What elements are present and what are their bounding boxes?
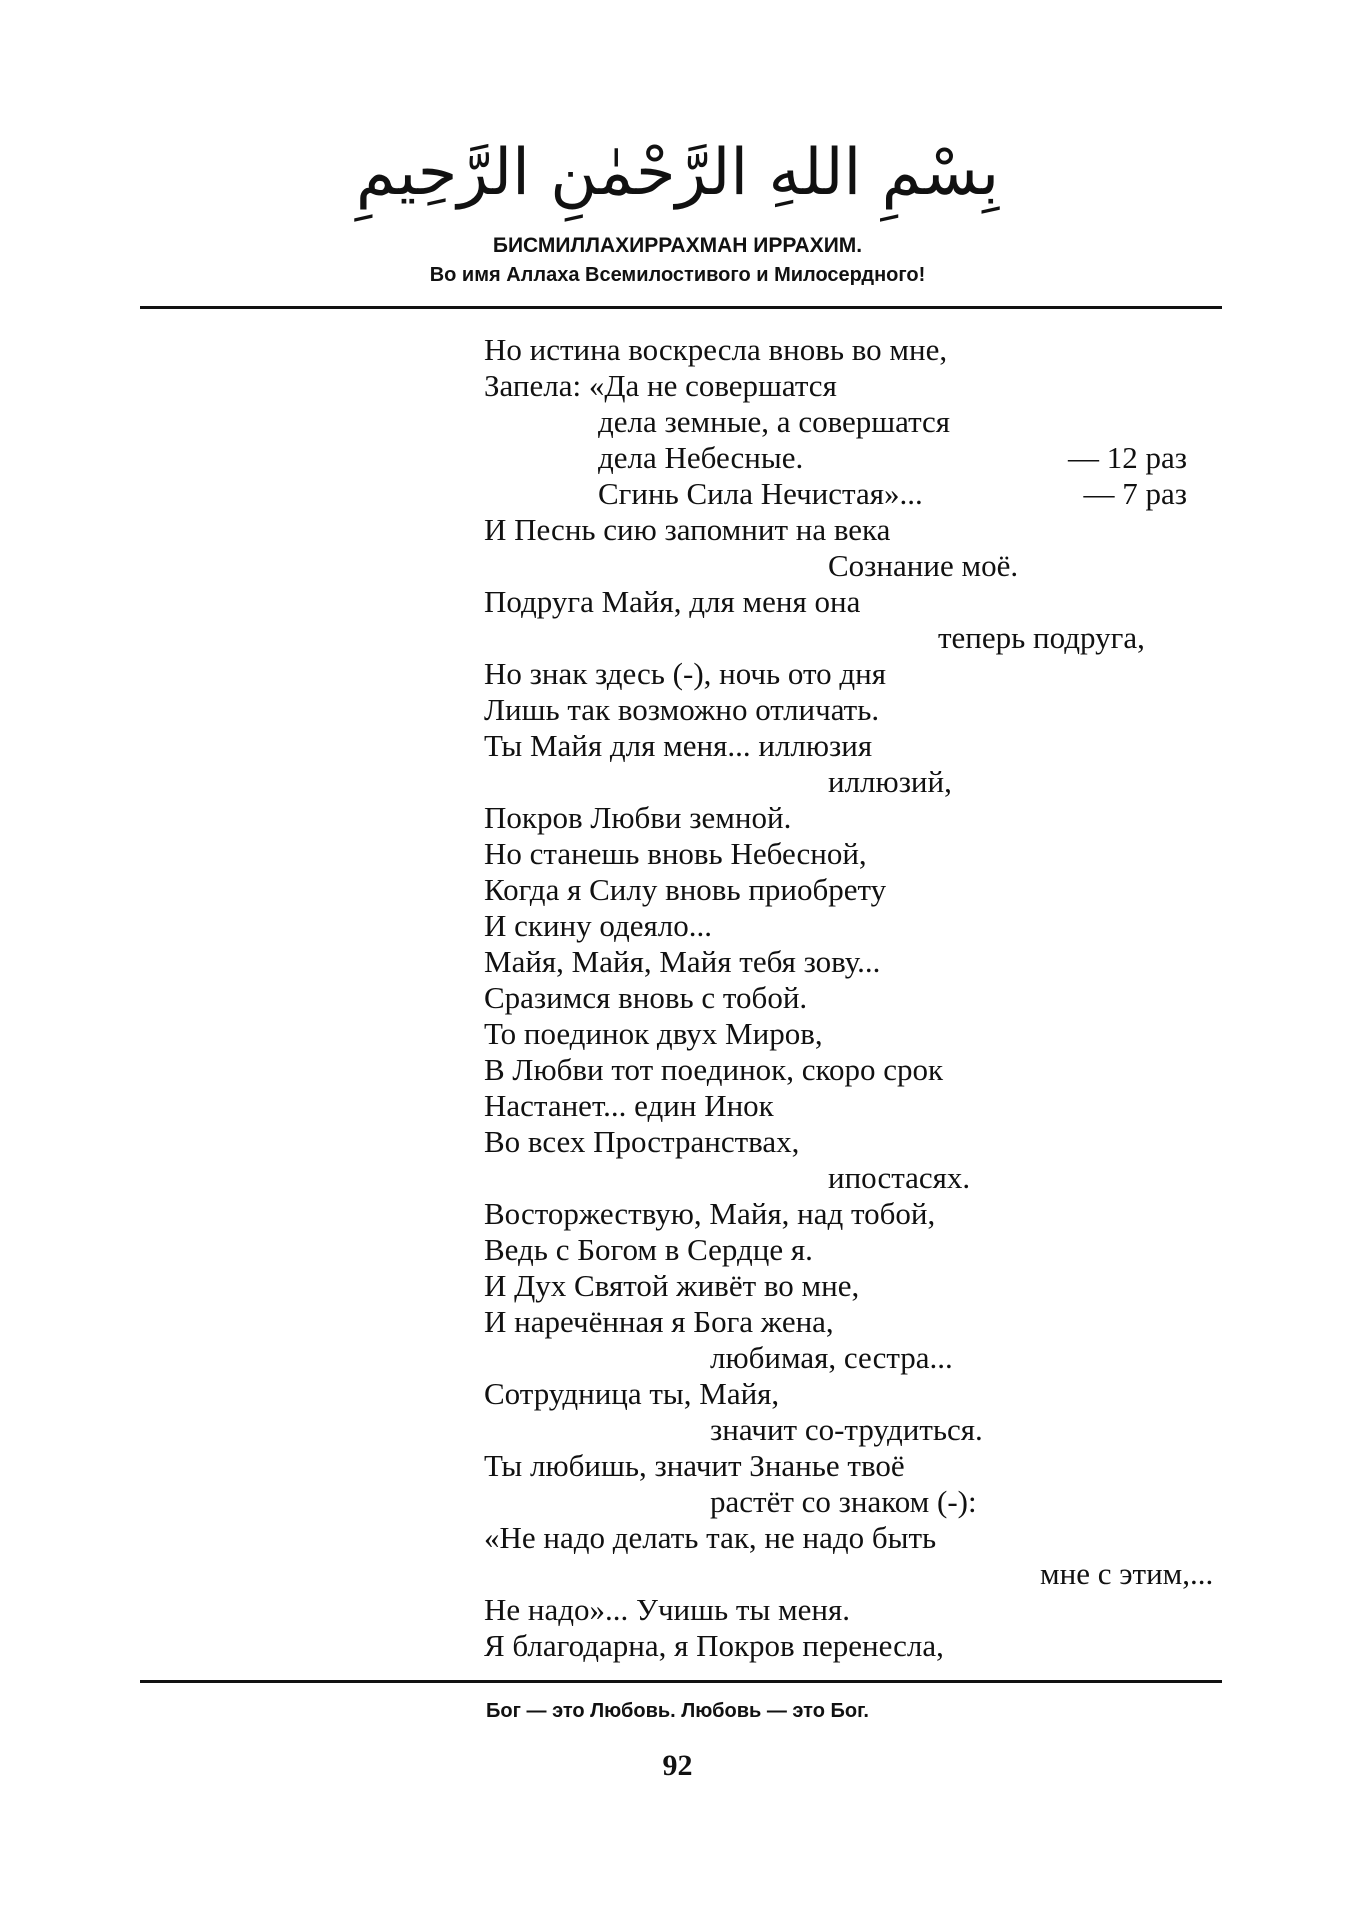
verse-line [0,548,1355,584]
verse-line-text: Запела: «Да не совершатся [484,368,837,403]
verse-line [0,332,1355,368]
verse-line [0,1556,1355,1592]
verse-line-text: растёт со знаком (-): [710,1484,977,1519]
verse-line-text: В Любви тот поединок, скоро срок [484,1052,944,1087]
verse-line [0,368,1355,404]
verse-line [0,404,1355,440]
verse-line-text: теперь подруга, [938,620,1145,655]
repeat-count: — 7 раз [1083,476,1187,511]
verse-line [0,512,1355,548]
verse-line-text: И Песнь сию запомнит на века [484,512,891,547]
poem-body [0,332,1355,1664]
verse-line [0,1628,1355,1664]
verse-line-text: То поединок двух Миров, [484,1016,823,1051]
verse-line-text: Я благодарна, я Покров перенесла, [484,1628,944,1663]
page-number: 92 [662,1749,693,1782]
verse-line-text: Покров Любви земной. [484,800,792,835]
verse-line-text: любимая, сестра... [710,1340,953,1375]
verse-line [0,1592,1355,1628]
verse-line [0,1268,1355,1304]
verse-line-text: значит со-трудиться. [710,1412,983,1447]
verse-line [0,584,1355,620]
verse-line-text: И наречённая я Бога жена, [484,1304,834,1339]
verse-line-text: Но станешь вновь Небесной, [484,836,867,871]
verse-line [0,1304,1355,1340]
verse-line-text: Восторжествую, Майя, над тобой, [484,1196,936,1231]
verse-line [0,1124,1355,1160]
verse-line [0,1448,1355,1484]
verse-line [0,764,1355,800]
verse-line-text: Во всех Пространствах, [484,1124,800,1159]
verse-line-text: Лишь так возможно отличать. [484,692,880,727]
verse-line [0,1376,1355,1412]
verse-line [0,980,1355,1016]
verse-line-text: Настанет... един Инок [484,1088,774,1123]
verse-line-text: дела Небесные. [598,440,804,475]
verse-line [0,656,1355,692]
verse-line [0,440,1355,476]
verse-line-text: Не надо»... Учишь ты меня. [484,1592,851,1627]
header-subtitle: Во имя Аллаха Всемилостивого и Милосердного! [429,264,926,286]
verse-line-text: ипостасях. [828,1160,971,1195]
verse-line-text: Ты любишь, значит Знанье твоё [484,1448,905,1483]
verse-line [0,1340,1355,1376]
verse-line [0,728,1355,764]
verse-line-text: Сотрудница ты, Майя, [484,1376,780,1411]
verse-line-text: И скину одеяло... [484,908,713,943]
verse-line [0,620,1355,656]
verse-line-text: Сразимся вновь с тобой. [484,980,808,1015]
verse-line [0,872,1355,908]
verse-line-text: И Дух Святой живёт во мне, [484,1268,860,1303]
verse-line [0,1520,1355,1556]
verse-line [0,476,1355,512]
footer-rule [140,1680,1222,1683]
verse-line-text: Сгинь Сила Нечистая»... [598,476,923,511]
verse-line-text: Ты Майя для меня... иллюзия [484,728,873,763]
verse-line [0,692,1355,728]
verse-line [0,944,1355,980]
verse-line [0,1016,1355,1052]
verse-line [0,800,1355,836]
verse-line [0,1088,1355,1124]
verse-line-text: иллюзий, [828,764,952,799]
header-rule [140,306,1222,309]
verse-line-text: Ведь с Богом в Сердце я. [484,1232,813,1267]
verse-line [0,1232,1355,1268]
footer-motto: Бог — это Любовь. Любовь — это Бог. [486,1700,869,1722]
verse-line-text: мне с этим,... [1040,1556,1214,1591]
verse-line [0,1052,1355,1088]
verse-line [0,1160,1355,1196]
verse-line [0,1412,1355,1448]
verse-line [0,836,1355,872]
verse-line-text: Подруга Майя, для меня она [484,584,861,619]
verse-line [0,908,1355,944]
bismillah-calligraphy: بِسْمِ اللهِ الرَّحْمٰنِ الرَّحِيمِ [355,136,1000,210]
verse-line-text: Когда я Силу вновь приобрету [484,872,887,907]
verse-line [0,1484,1355,1520]
verse-line-text: Сознание моё. [828,548,1019,583]
repeat-count: — 12 раз [1067,440,1187,475]
verse-line-text: Майя, Майя, Майя тебя зову... [484,944,881,979]
header-title: БИСМИЛЛАХИРРАХМАН ИРРАХИМ. [492,234,863,257]
verse-line [0,1196,1355,1232]
verse-line-text: «Не надо делать так, не надо быть [484,1520,937,1555]
verse-line-text: дела земные, а совершатся [598,404,951,439]
verse-line-text: Но знак здесь (-), ночь ото дня [484,656,887,691]
verse-line-text: Но истина воскресла вновь во мне, [484,332,948,367]
